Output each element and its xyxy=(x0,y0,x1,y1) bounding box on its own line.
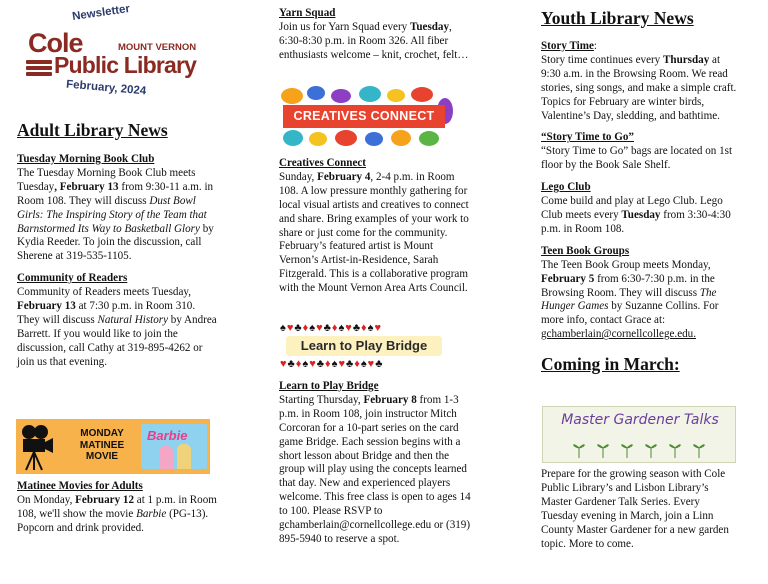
garden-text: Prepare for the growing season with Cole Public Library’s and Lisbon Library’s Master Gardener Talk Series. Every Tuesday evening in March, join a Linn County Master Gardener for a new garden topic. More to come. xyxy=(541,468,729,550)
readers-title: Community of Readers xyxy=(17,272,128,285)
barbie-poster xyxy=(141,424,207,469)
creatives-text: Sunday, February 4, 2-4 p.m. in Room 108. A low pressure monthly gathering for local visual artists and creatives to connect and share. Bring examples of your work to share or just come for the community. February’s featured artist is Mount Vernon’s Artist-in-Residence, Sarah Fitzgerald. This is a collaborative program with the Mount Vernon Area Arts Council. xyxy=(279,170,469,295)
garden-banner xyxy=(542,406,736,463)
yarn-title: Yarn Squad xyxy=(279,7,336,19)
logo-date: February, 2024 xyxy=(65,78,147,98)
yarn-text: Join us for Yarn Squad every Tuesday, 6:30-8:30 p.m. in Room 326. All fiber enthusiasts welcome – knit, crochet, felt… xyxy=(279,20,469,61)
teen-title: Teen Book Groups xyxy=(541,244,630,257)
creatives-section xyxy=(279,157,471,296)
story-time: Story Time: Story time continues every Thursday at 9:30 a.m. in the Browsing Room. We read stories, sing songs, and make a simple craft. Topics for February are winter birds, Valentine’s Day, sledding, and bathtime. xyxy=(541,40,737,122)
adult-heading: Adult Library News xyxy=(17,120,168,140)
creatives-banner xyxy=(279,84,465,150)
creatives-title: Creatives Connect xyxy=(279,157,366,169)
bridge-text: Starting Thursday, February 8 from 1-3 p.m. in Room 108, join instructor Mitch Corcoran for a 10-part series on the card game Bridge. Each session begins with a short lesson about Bridge and then the group will play using the concepts learned that day. New and experienced players welcome. This free class is open to ages 14 to 100. Please RSVP to gchamberlain@cornellcollege.edu or (319) 895-5940 to reserve a spot. xyxy=(279,393,471,545)
logo-mount-vernon: MOUNT VERNON xyxy=(118,42,197,53)
lego-title: Lego Club xyxy=(541,181,591,194)
garden-banner-title: Master Gardener Talks xyxy=(561,412,719,428)
matinee-section xyxy=(17,480,217,536)
togo-text: “Story Time to Go” bags are located on 1st floor by the Book Sale Shelf. xyxy=(541,145,733,172)
yarn-section xyxy=(279,7,471,63)
lego-text: Come build and play at Lego Club. Lego Club meets every Tuesday from 3:30-4:30 p.m. in Room 108. xyxy=(541,195,731,235)
creatives-banner-title: CREATIVES CONNECT xyxy=(283,105,445,128)
book-club-title: Tuesday Morning Book Club xyxy=(17,153,155,165)
story-time-title: Story Time xyxy=(541,40,594,52)
card-suits-icon: ♠♥♣♦♠♥♣♦♠♥♣♦♠♥ xyxy=(280,322,383,334)
matinee-text: On Monday, February 12 at 1 p.m. in Room 108, we'll show the movie Barbie (PG-13). Popcorn and drink provided. xyxy=(17,493,217,534)
bridge-banner xyxy=(280,322,446,370)
togo-title: “Story Time to Go” xyxy=(541,131,634,144)
march-heading: Coming in March: xyxy=(541,354,680,375)
adult-column xyxy=(17,120,217,370)
teen-text: The Teen Book Group meets Monday, February 5 from 6:30-7:30 p.m. in the Browsing Room. They will discuss The Hunger Games by Suzanne Collins. For more info, contact Grace at: gchamberlain@cornellcollege.edu. xyxy=(541,258,719,341)
matinee-banner-text: MONDAY MATINEE MOVIE xyxy=(79,428,125,462)
logo-newsletter: Newsletter xyxy=(71,3,131,23)
library-logo xyxy=(24,4,210,100)
logo-public-library: Public Library xyxy=(54,52,197,78)
sprouts-icon xyxy=(569,440,709,458)
bridge-banner-title: Learn to Play Bridge xyxy=(286,336,442,356)
movie-camera-icon xyxy=(19,423,57,471)
readers-text: Community of Readers meets Tuesday, February 13 at 7:30 p.m. in Room 310. They will discuss Natural History by Andrea Barrett. If you would like to join the discussion, call Cathy at 319-895-4262 or join us that evening. xyxy=(17,286,217,368)
books-icon xyxy=(26,60,52,80)
teen-email-link[interactable]: gchamberlain@cornellcollege.edu. xyxy=(541,328,696,341)
matinee-banner xyxy=(16,419,210,474)
youth-heading: Youth Library News xyxy=(541,8,694,28)
book-club-text: The Tuesday Morning Book Club meets Tuesday, February 13 from 9:30-11 a.m. in Room 108. They will discuss Dust Bowl Girls: The Inspiring Story of the Team that Barnstormed Its Way to Basketball Glory by Kydia Reeder. To join the discussion, call Sherene at 319-535-1105. xyxy=(17,166,214,263)
garden-section xyxy=(541,468,737,551)
youth-column xyxy=(541,8,737,374)
bridge-title: Learn to Play Bridge xyxy=(279,380,379,392)
matinee-title: Matinee Movies for Adults xyxy=(17,480,143,492)
card-suits-icon: ♥♣♦♠♥♣♦♠♥♣♦♠♥♣ xyxy=(280,358,384,370)
barbie-logo: Barbie xyxy=(147,428,188,443)
logo-cole: Cole xyxy=(28,28,83,58)
bridge-section xyxy=(279,380,471,547)
